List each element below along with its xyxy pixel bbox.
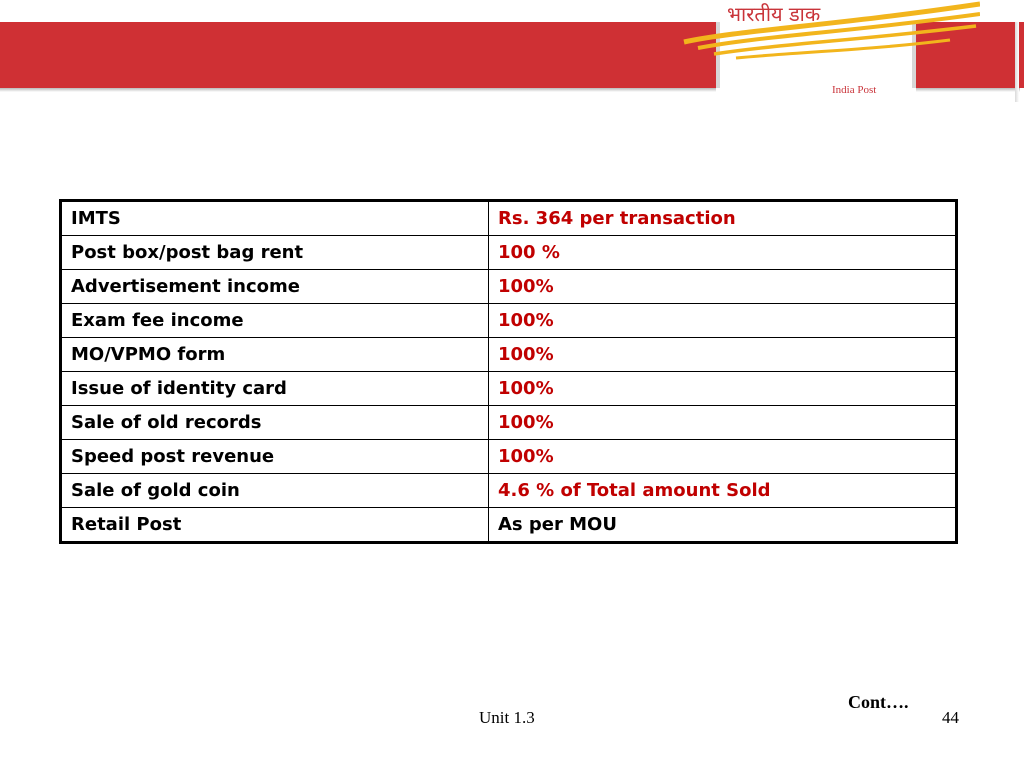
table-row xyxy=(61,372,957,406)
table-row xyxy=(61,338,957,372)
table-row xyxy=(61,304,957,338)
row-value: Rs. 364 per transaction xyxy=(489,201,957,236)
row-label: Post box/post bag rent xyxy=(61,236,489,270)
row-value: 100 % xyxy=(489,236,957,270)
table-row xyxy=(61,440,957,474)
table-row xyxy=(61,270,957,304)
row-value: 100% xyxy=(489,406,957,440)
row-label: Advertisement income xyxy=(61,270,489,304)
table-row xyxy=(61,201,957,236)
row-label: Sale of gold coin xyxy=(61,474,489,508)
india-post-wings-icon xyxy=(680,0,980,80)
table-row xyxy=(61,508,957,543)
row-label: Speed post revenue xyxy=(61,440,489,474)
rates-table xyxy=(59,199,958,544)
continued-label: Cont…. xyxy=(848,692,909,712)
logo-english-text: India Post xyxy=(832,84,877,96)
row-value: As per MOU xyxy=(489,508,957,543)
page-number: 44 xyxy=(942,708,959,727)
row-label: MO/VPMO form xyxy=(61,338,489,372)
rates-table-container xyxy=(59,199,958,544)
row-value: 100% xyxy=(489,372,957,406)
row-label: Issue of identity card xyxy=(61,372,489,406)
row-label: Sale of old records xyxy=(61,406,489,440)
row-label: IMTS xyxy=(61,201,489,236)
banner-edge xyxy=(1015,22,1019,102)
row-label: Exam fee income xyxy=(61,304,489,338)
table-row xyxy=(61,474,957,508)
table-row xyxy=(61,236,957,270)
unit-label: Unit 1.3 xyxy=(479,708,535,727)
row-value: 4.6 % of Total amount Sold xyxy=(489,474,957,508)
logo-hindi-text: भारतीय डाक xyxy=(727,2,821,26)
row-value: 100% xyxy=(489,304,957,338)
row-value: 100% xyxy=(489,440,957,474)
row-label: Retail Post xyxy=(61,508,489,543)
row-value: 100% xyxy=(489,270,957,304)
row-value: 100% xyxy=(489,338,957,372)
table-row xyxy=(61,406,957,440)
